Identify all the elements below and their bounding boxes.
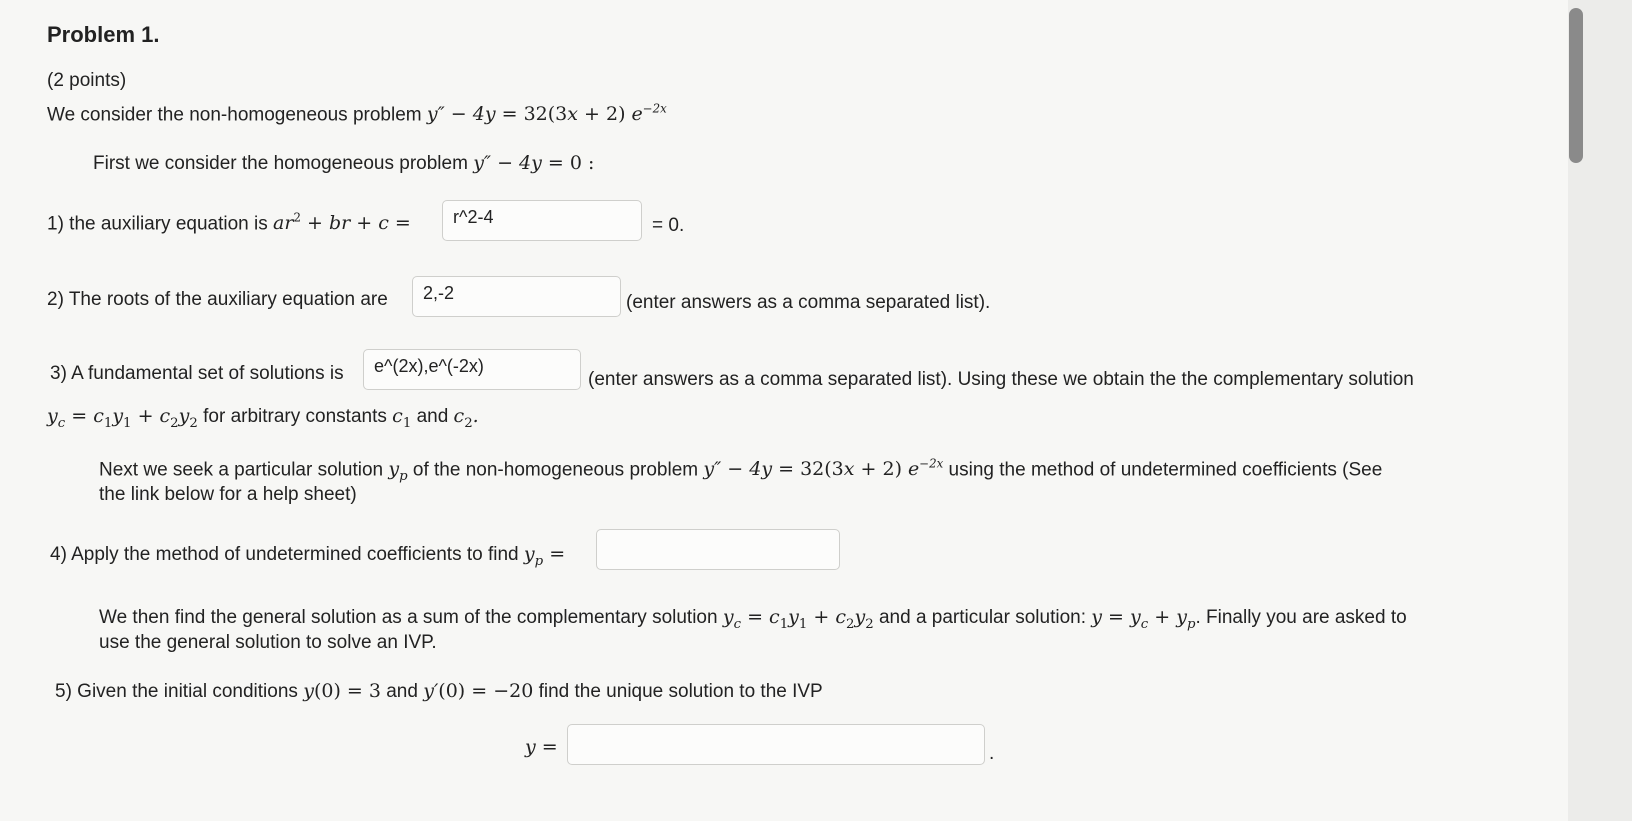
problem-title: Problem 1.	[47, 22, 160, 47]
q5-period: .	[989, 743, 995, 764]
then-a: We then find the general solution as a sum of the complementary solution	[99, 607, 718, 628]
q1-suffix: = 0.	[652, 215, 685, 236]
q5-line	[55, 680, 823, 703]
q3-and: and	[416, 406, 449, 427]
q2-answer-input[interactable]: 2,-2	[412, 276, 621, 317]
intro-line	[47, 102, 667, 126]
next-line1	[99, 457, 1382, 484]
yp-symbol: $y_p$	[388, 458, 408, 485]
initial-condition-2: y′(0) = −20	[423, 680, 534, 702]
complementary-solution-2: $y_c = c_1y_1 + c_2y_2$	[722, 606, 874, 632]
initial-condition-1: y(0) = 3	[303, 680, 381, 702]
then-b: and a particular solution:	[878, 607, 1086, 628]
q3-line2	[47, 405, 479, 431]
q3-prefix: 3) A fundamental set of solutions is	[50, 363, 344, 384]
q3-answer-input[interactable]: e^(2x),e^(-2x)	[363, 349, 581, 390]
then-c: . Finally you are asked to	[1195, 607, 1407, 628]
q5-and: and	[386, 681, 418, 702]
next-c: using the method of undetermined coefficients (See	[948, 459, 1383, 481]
homog-line	[93, 152, 594, 175]
homog-text: First we consider the homogeneous problem	[93, 153, 468, 174]
q4-answer-input[interactable]	[596, 529, 840, 570]
q4-prefix: 4) Apply the method of undetermined coefficients to find	[50, 544, 519, 565]
intro-text: We consider the non-homogeneous problem	[47, 104, 422, 126]
next-line2: the link below for a help sheet)	[99, 484, 357, 505]
q5-a: 5) Given the initial conditions	[55, 681, 298, 702]
c1-symbol: $c_1$	[392, 405, 412, 431]
general-solution: $y = y_c + y_p$	[1091, 606, 1196, 632]
ode-equation-2: y″ − 4y = 32(3x + 2) $e^{-2x}$	[703, 457, 944, 481]
homog-equation: y″ − 4y = 0 :	[473, 152, 595, 174]
y-equals-label: y =	[525, 736, 558, 758]
scrollbar-thumb[interactable]	[1569, 8, 1583, 163]
next-a: Next we seek a particular solution	[99, 459, 384, 481]
ode-equation: y″ − 4y = 32(3x + 2) $e^{-2x}$	[426, 102, 667, 126]
c2-symbol: $c_2$.	[453, 405, 479, 431]
q2-suffix: (enter answers as a comma separated list).	[626, 292, 991, 313]
q4-line	[50, 543, 565, 569]
next-b: of the non-homogeneous problem	[412, 459, 699, 481]
q1-line	[47, 211, 411, 235]
q3-suffix: (enter answers as a comma separated list). Using these we obtain the the complementary solution	[588, 369, 1414, 390]
q1-answer-input[interactable]: r^2-4	[442, 200, 642, 241]
q5-b: find the unique solution to the IVP	[538, 681, 823, 702]
yp-equals: $y_p$ =	[523, 543, 566, 569]
q1-prefix: 1) the auxiliary equation is	[47, 213, 268, 235]
q5-answer-input[interactable]	[567, 724, 985, 765]
then-line2: use the general solution to solve an IVP.	[99, 632, 437, 653]
q3-line2-text: for arbitrary constants	[203, 406, 387, 427]
then-line1	[99, 606, 1407, 632]
q2-prefix: 2) The roots of the auxiliary equation are	[47, 289, 388, 310]
points-label: (2 points)	[47, 70, 127, 91]
complementary-solution: $y_c = c_1y_1 + c_2y_2$	[47, 405, 198, 431]
q1-equation: $ar^2$ + br + c =	[273, 211, 411, 235]
